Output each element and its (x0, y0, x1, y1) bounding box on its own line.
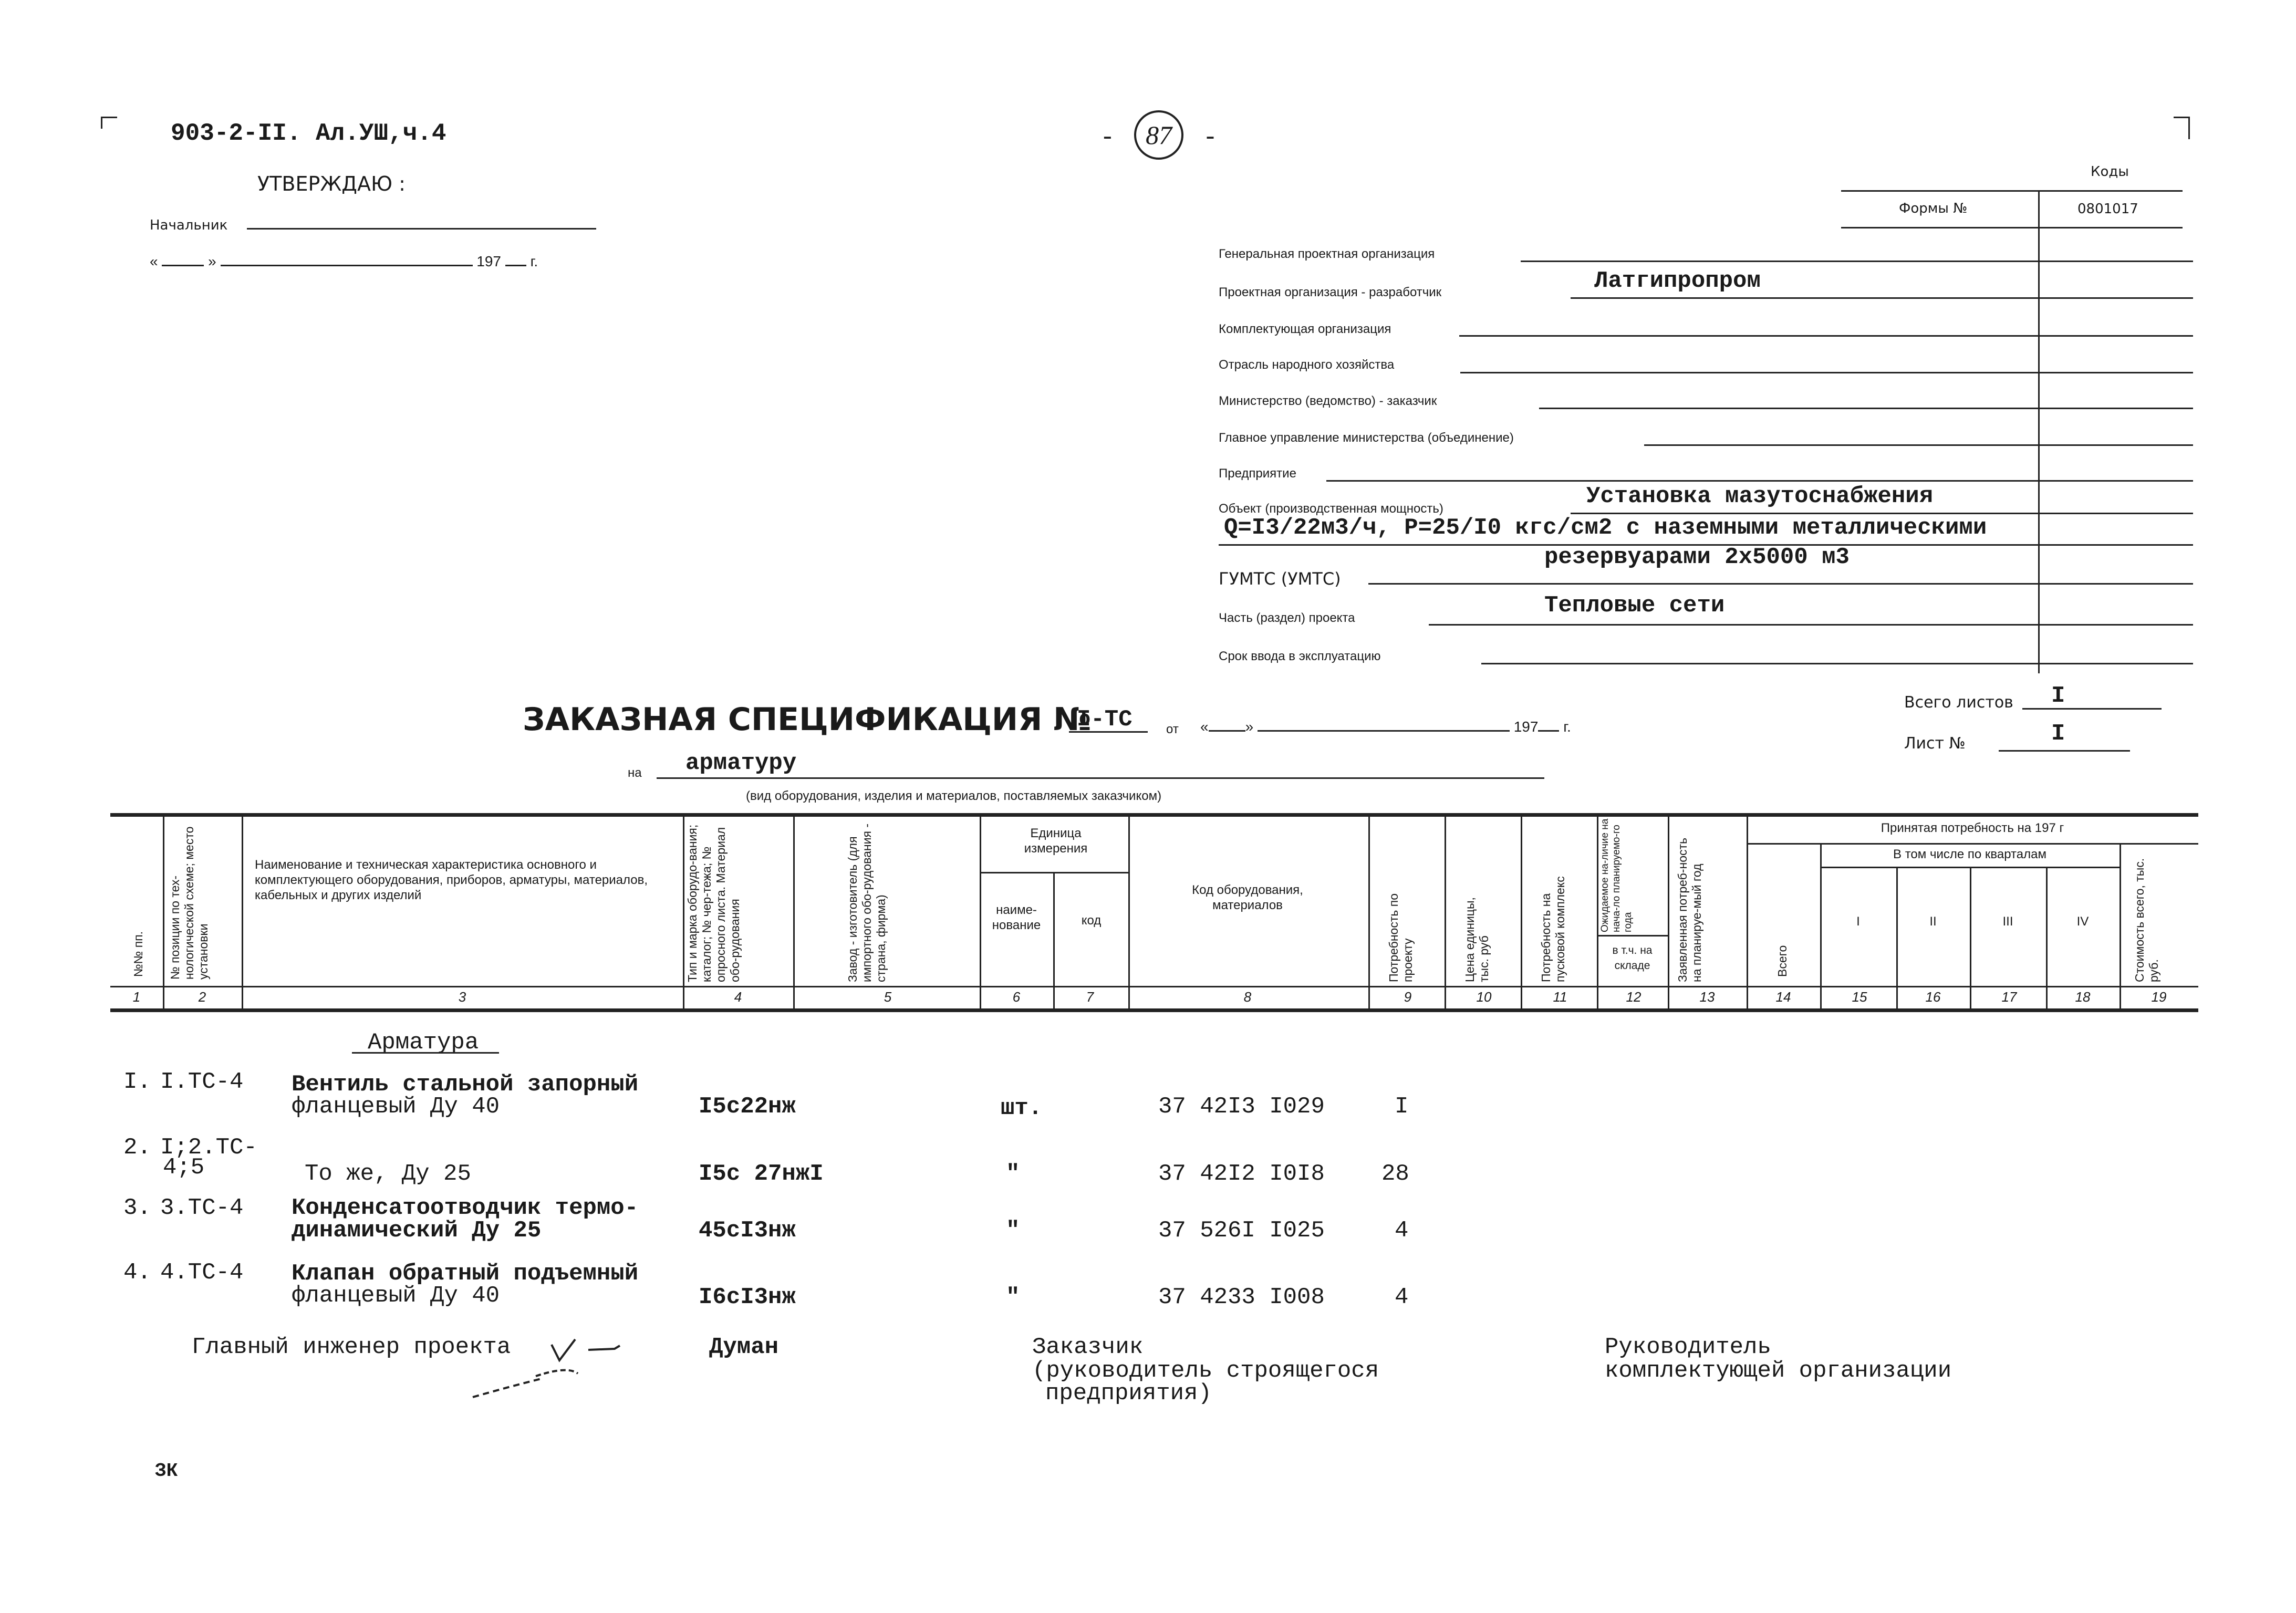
col-divider-10 (1521, 814, 1522, 1010)
gumts-label: ГУМТС (УМТС) (1219, 569, 1341, 589)
org-developer-label: Проектная организация - разработчик (1219, 285, 1442, 299)
quarters-group-line (1820, 867, 2120, 868)
corner-mark-left (101, 117, 117, 129)
table-row-3-unit: " (1006, 1217, 1020, 1244)
chief-engineer-signature (462, 1329, 672, 1402)
object-line-3: резервуарами 2х5000 м3 (1544, 544, 1850, 570)
customer-label-3: предприятия) (1045, 1380, 1212, 1407)
hdr-col-14: Всего (1775, 945, 1789, 977)
hdr-col-17: III (2002, 914, 2013, 929)
col-divider-5 (980, 814, 981, 1010)
hdr-col-9: Потребность по проекту (1387, 893, 1415, 982)
org-developer-line (1571, 288, 2193, 299)
table-row-4-name-2: фланцевый Ду 40 (292, 1283, 500, 1309)
hdr-col-6: наиме-нование (992, 903, 1041, 932)
codes-top-line (1841, 190, 2183, 192)
sheet-label: Лист № (1904, 734, 1966, 753)
section-title: Арматура (368, 1029, 479, 1056)
object-rule-1 (1571, 503, 2193, 514)
hdr-col-11: Потребность на пусковой комплекс (1539, 876, 1567, 982)
chief-engineer-label: Главный инженер проекта (192, 1334, 511, 1360)
colnum-13: 13 (1699, 989, 1715, 1005)
total-sheets-label: Всего листов (1904, 693, 2013, 712)
hdr-col-7: код (1081, 913, 1102, 928)
col-divider-1 (163, 814, 164, 1010)
colnum-5: 5 (884, 989, 892, 1005)
table-row-2-position: I;2.ТС- (160, 1135, 257, 1161)
col-divider-9 (1445, 814, 1446, 1010)
colnum-3: 3 (458, 989, 466, 1005)
table-row-1-number: I. (123, 1069, 151, 1095)
table-num-row-top (110, 986, 2198, 987)
table-row-2-code: 37 42I2 I0I8 (1158, 1161, 1325, 1187)
colnum-2: 2 (198, 989, 206, 1005)
sheet-value: I (2051, 721, 2065, 747)
hdr-col-16: II (1929, 914, 1937, 929)
hdr-col-15: I (1856, 914, 1860, 929)
hdr-col-13: Заявленная потреб-ность на планируе-мый год (1676, 837, 1703, 982)
document-reference: 903-2-II. Ал.УШ,ч.4 (171, 120, 446, 147)
hdr-col-3: Наименование и техническая характеристика основного и комплектующего оборудования, приборов, арматуры, материалов, кабельных и других изделий (255, 858, 648, 902)
sheet-line (1999, 741, 2130, 752)
hdr-quarters: В том числе по кварталам (1893, 847, 2046, 861)
hdr-col-12-stock: в т.ч. на складе (1612, 944, 1653, 972)
col-divider-18 (2120, 843, 2121, 1010)
col-divider-16 (1970, 867, 1971, 1010)
col-divider-15 (1896, 867, 1898, 1010)
footer-mark: ЗК (155, 1460, 178, 1482)
stock-line (1597, 935, 1668, 936)
colnum-6: 6 (1012, 989, 1021, 1005)
col-divider-17 (2046, 867, 2048, 1010)
table-row-2-qty: 28 (1381, 1161, 1409, 1187)
table-row-3-code: 37 526I I025 (1158, 1217, 1325, 1244)
table-row-4-type: I6сI3нж (699, 1284, 796, 1310)
table-row-2-number: 2. (123, 1135, 151, 1161)
customer-label-1: Заказчик (1032, 1334, 1144, 1360)
colnum-17: 17 (2001, 989, 2017, 1005)
colnum-15: 15 (1852, 989, 1867, 1005)
table-row-4-number: 4. (123, 1260, 151, 1286)
codes-label: Коды (2091, 164, 2129, 180)
spec-title: ЗАКАЗНАЯ СПЕЦИФИКАЦИЯ № (523, 701, 1092, 738)
hdr-col-8: Код оборудования, материалов (1192, 883, 1303, 912)
chief-label: Начальник (150, 217, 228, 233)
table-row-4-code: 37 4233 I008 (1158, 1284, 1325, 1310)
org-supplier-label: Комплектующая организация (1219, 322, 1391, 336)
table-row-2-name-2: То же, Ду 25 (305, 1161, 471, 1187)
col-divider-4 (793, 814, 795, 1010)
org-directorate-line (1644, 435, 2193, 446)
table-row-3-position: 3.ТС-4 (160, 1195, 244, 1221)
colnum-7: 7 (1086, 989, 1094, 1005)
org-enterprise-label: Предприятие (1219, 466, 1296, 481)
table-row-2-unit: " (1006, 1161, 1020, 1187)
table-top-border (110, 813, 2198, 817)
org-directorate-label: Главное управление министерства (объединение) (1219, 431, 1514, 445)
table-row-1-name-1: Вентиль стальной запорный (292, 1071, 639, 1098)
colnum-9: 9 (1404, 989, 1412, 1005)
org-supplier-line (1459, 326, 2193, 337)
org-ministry-label: Министерство (ведомство) - заказчик (1219, 394, 1437, 408)
table-row-4-qty: 4 (1395, 1284, 1409, 1310)
colnum-1: 1 (132, 989, 141, 1005)
colnum-16: 16 (1925, 989, 1941, 1005)
for-line (657, 768, 1544, 779)
hdr-col-1: №№ пп. (131, 931, 145, 977)
chief-line (247, 218, 596, 230)
colnum-19: 19 (2151, 989, 2167, 1005)
spec-subtitle: (вид оборудования, изделия и материалов, поставляемых заказчиком) (746, 789, 1162, 803)
for-label: на (628, 766, 642, 780)
table-row-3-type: 45сI3нж (699, 1217, 796, 1244)
org-ministry-line (1539, 398, 2193, 409)
org-industry-label: Отрасль народного хозяйства (1219, 358, 1395, 372)
part-line (1429, 615, 2193, 626)
for-value: арматуру (685, 750, 797, 776)
part-value: Тепловые сети (1544, 592, 1725, 619)
codes-divider (2038, 190, 2040, 673)
table-row-3-number: 3. (123, 1195, 151, 1221)
table-row-3-qty: 4 (1395, 1217, 1409, 1244)
col-divider-11 (1597, 814, 1598, 1010)
table-row-3-name-1: Конденсатоотводчик термо- (292, 1195, 639, 1221)
spec-number-line (1069, 725, 1148, 733)
spec-number: I-ТС (1077, 706, 1133, 733)
total-sheets-line (2022, 699, 2162, 710)
total-sheets-value: I (2051, 683, 2065, 709)
hdr-col-2: № позиции по тех-нологической схеме; место установки (168, 826, 210, 980)
colnum-8: 8 (1243, 989, 1252, 1005)
col-divider-12 (1668, 814, 1669, 1010)
org-general-line (1521, 251, 2193, 262)
hdr-col-12: Ожидаемое на-личие на нача-ло планируемо-го года (1599, 818, 1634, 932)
spec-from-label: от (1166, 722, 1179, 736)
table-row-1-qty: I (1395, 1094, 1409, 1120)
table-row-1-unit: шт. (1001, 1095, 1043, 1121)
col-divider-7 (1128, 814, 1130, 1010)
unit-group-line (980, 872, 1128, 873)
table-row-4-unit: " (1006, 1284, 1020, 1310)
table-row-1-type: I5с22нж (699, 1094, 796, 1120)
table-num-row-bottom (110, 1008, 2198, 1012)
gumts-line (1368, 574, 2193, 585)
colnum-18: 18 (2075, 989, 2091, 1005)
hdr-col-5: Завод - изготовитель (для импортного обо-рудования - страна, фирма) (846, 824, 888, 982)
codes-mid-line (1841, 227, 2183, 228)
object-label: Объект (производственная мощность) (1219, 502, 1443, 516)
table-row-1-code: 37 42I3 I029 (1158, 1094, 1325, 1120)
colnum-10: 10 (1476, 989, 1492, 1005)
table-row-1-name-2: фланцевый Ду 40 (292, 1094, 500, 1120)
table-row-4-position: 4.ТС-4 (160, 1260, 244, 1286)
hdr-col-18: IV (2076, 914, 2089, 929)
colnum-12: 12 (1626, 989, 1642, 1005)
org-developer-value: Латгипропром (1594, 268, 1761, 294)
object-line-2: Q=I3/22м3/ч, Р=25/I0 кгс/см2 с наземными металлическими (1224, 515, 1987, 541)
col-divider-8 (1368, 814, 1370, 1010)
approval-date: « » 197 г. (150, 253, 538, 269)
head-label-1: Руководитель (1605, 1334, 1771, 1360)
hdr-col-4: Тип и марка оборудо-вания; каталог; № чер-тежа; № опросного листа. Материал обо-рудования (685, 824, 742, 982)
hdr-unit-group: Единица измерения (1024, 826, 1088, 856)
part-label: Часть (раздел) проекта (1219, 611, 1355, 625)
page-number: - 87 - (1103, 110, 1214, 160)
col-divider-6 (1053, 872, 1055, 1010)
hdr-col-19: Стоимость всего, тыс. руб. (2133, 858, 2160, 982)
deadline-line (1481, 653, 2193, 664)
page-number-circle: 87 (1134, 110, 1183, 160)
head-label-2: комплектующей организации (1605, 1358, 1952, 1384)
org-industry-line (1460, 362, 2193, 373)
approve-label: УТВЕРЖДАЮ : (257, 172, 406, 195)
table-row-2-position-cont: 4;5 (163, 1154, 205, 1181)
deadline-label: Срок ввода в эксплуатацию (1219, 649, 1381, 663)
table-row-2-type: I5с 27нжI (699, 1161, 824, 1187)
spec-date: « » 197 г. (1200, 719, 1571, 735)
form-label: Формы № (1899, 201, 1968, 216)
colnum-14: 14 (1775, 989, 1791, 1005)
corner-mark-right (2174, 117, 2190, 139)
colnum-4: 4 (734, 989, 742, 1005)
customer-label-2: (руководитель строящегося (1032, 1358, 1379, 1384)
table-row-4-name-1: Клапан обратный подъемный (292, 1261, 639, 1287)
col-divider-2 (242, 814, 243, 1010)
object-line-1: Установка мазутоснабжения (1586, 483, 1934, 509)
chief-engineer-name: Думан (709, 1334, 779, 1360)
colnum-11: 11 (1553, 989, 1567, 1005)
form-code: 0801017 (2077, 201, 2138, 217)
org-general-label: Генеральная проектная организация (1219, 247, 1435, 261)
org-enterprise-line (1326, 471, 2193, 482)
hdr-accepted: Принятая потребность на 197 г (1881, 821, 2064, 835)
accepted-group-line (1747, 843, 2198, 845)
section-title-underline (352, 1037, 499, 1054)
col-divider-3 (683, 814, 684, 1010)
hdr-col-10: Цена единицы, тыс. руб (1463, 897, 1491, 982)
table-row-3-name-2: динамический Ду 25 (292, 1217, 542, 1244)
table-row-1-position: I.ТС-4 (160, 1069, 244, 1095)
